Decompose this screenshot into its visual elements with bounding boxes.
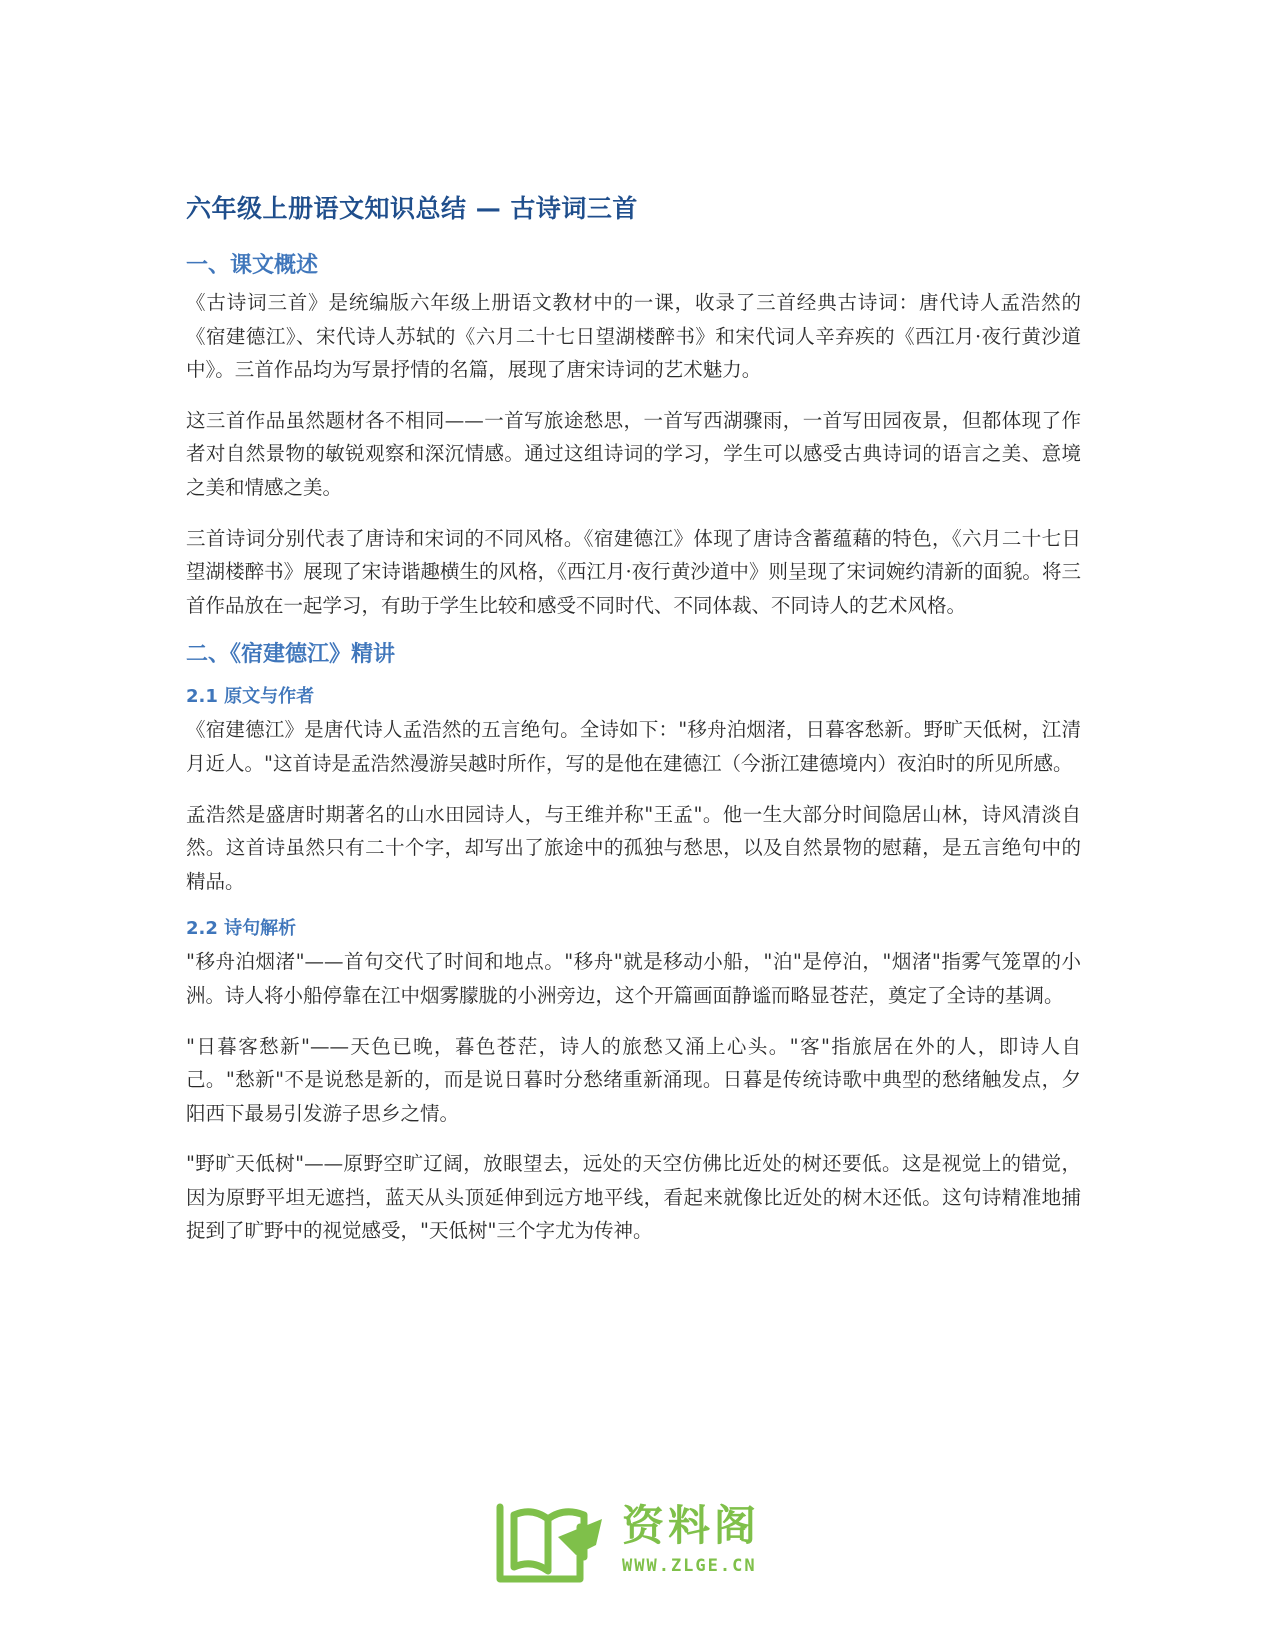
watermark-brand: 资料阁 [622, 1501, 761, 1550]
paragraph: "移舟泊烟渚"——首句交代了时间和地点。"移舟"就是移动小船，"泊"是停泊，"烟渚"指雾气笼罩的小洲。诗人将小船停靠在江中烟雾朦胧的小洲旁边，这个开篇画面静谧而略显苍茫，奠定了全诗的基调。 [186, 950, 1081, 1007]
watermark-logo [492, 1497, 792, 1587]
subsection-heading-original: 2.1 原文与作者 [186, 686, 315, 708]
paragraph: 《古诗词三首》是统编版六年级上册语文教材中的一课，收录了三首经典古诗词：唐代诗人孟浩然的《宿建德江》、宋代诗人苏轼的《六月二十七日望湖楼醉书》和宋代词人辛弃疾的《西江月·夜行黄沙道中》。三首作品均为写景抒情的名篇，展现了唐宋诗词的艺术魅力。 [186, 291, 1081, 382]
paragraph: "日暮客愁新"——天色已晚，暮色苍茫，诗人的旅愁又涌上心头。"客"指旅居在外的人，即诗人自己。"愁新"不是说愁是新的，而是说日暮时分愁绪重新涌现。日暮是传统诗歌中典型的愁绪触发点，夕阳西下最易引发游子思乡之情。 [186, 1034, 1081, 1125]
paragraph: 三首诗词分别代表了唐诗和宋词的不同风格。《宿建德江》体现了唐诗含蓄蕴藉的特色，《六月二十七日望湖楼醉书》展现了宋诗谐趣横生的风格，《西江月·夜行黄沙道中》则呈现了宋词婉约清新的面貌。将三首作品放在一起学习，有助于学生比较和感受不同时代、不同体裁、不同诗人的艺术风格。 [186, 526, 1081, 617]
paragraph: 这三首作品虽然题材各不相同——一首写旅途愁思，一首写西湖骤雨，一首写田园夜景，但都体现了作者对自然景物的敏锐观察和深沉情感。通过这组诗词的学习，学生可以感受古典诗词的语言之美、意境之美和情感之美。 [186, 408, 1081, 499]
paragraph: "野旷天低树"——原野空旷辽阔，放眼望去，远处的天空仿佛比近处的树还要低。这是视觉上的错觉，因为原野平坦无遮挡，蓝天从头顶延伸到远方地平线，看起来就像比近处的树木还低。这句诗精准地捕捉到了旷野中的视觉感受，"天低树"三个字尤为传神。 [186, 1152, 1081, 1243]
document-content [186, 190, 1081, 1265]
document-title: 六年级上册语文知识总结 — 古诗词三首 [186, 194, 638, 223]
paragraph: 孟浩然是盛唐时期著名的山水田园诗人，与王维并称"王孟"。他一生大部分时间隐居山林，诗风清淡自然。这首诗虽然只有二十个字，却写出了旅途中的孤独与愁思，以及自然景物的慰藉，是五言绝句中的精品。 [186, 802, 1081, 893]
paragraph: 《宿建德江》是唐代诗人孟浩然的五言绝句。全诗如下："移舟泊烟渚，日暮客愁新。野旷天低树，江清月近人。"这首诗是孟浩然漫游吴越时所作，写的是他在建德江（今浙江建德境内）夜泊时的所见所感。 [186, 718, 1081, 775]
watermark-url: WWW.ZLGE.CN [622, 1556, 757, 1576]
section-heading-overview: 一、课文概述 [186, 253, 319, 278]
open-book-icon [492, 1497, 607, 1587]
section-heading-poem: 二、《宿建德江》精讲 [186, 642, 396, 668]
subsection-heading-analysis: 2.2 诗句解析 [186, 918, 297, 940]
